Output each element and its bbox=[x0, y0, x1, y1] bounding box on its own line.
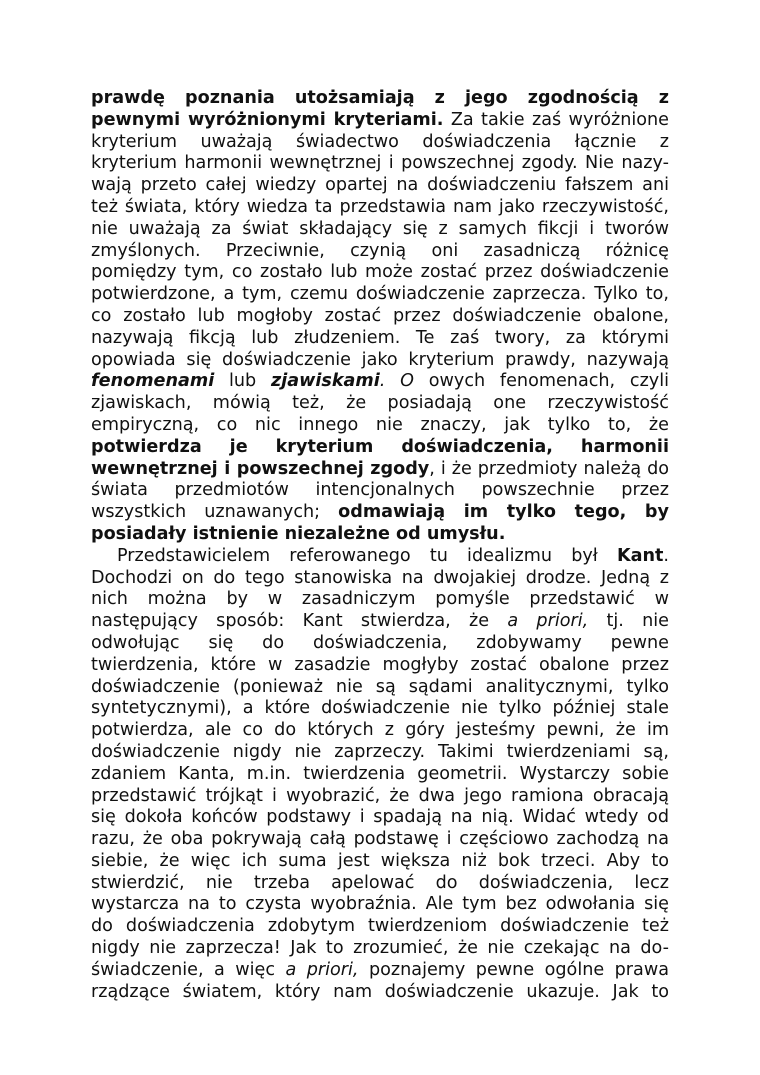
text-run: kryterium harmonii wewnętrznej i powszechnej zgody. Nie nazy- bbox=[91, 153, 669, 174]
emphasized-text: a priori, bbox=[285, 959, 359, 980]
text-run: świata przedmiotów intencjonalnych powszechnie przez bbox=[91, 480, 669, 501]
text-line bbox=[91, 88, 669, 110]
text-run: też świata, który wiedza ta przedstawia nam jako rzeczywistość, bbox=[91, 196, 669, 217]
text-run: świadczenie, a więc bbox=[91, 959, 286, 980]
text-line bbox=[91, 568, 669, 590]
text-line bbox=[91, 393, 669, 415]
text-line bbox=[91, 284, 669, 306]
text-run: Za takie zaś wyróżnione bbox=[443, 109, 669, 130]
text-line bbox=[91, 916, 669, 938]
text-run: nigdy nie zaprzecza! Jak to zrozumieć, że nie czekając na do- bbox=[91, 938, 669, 959]
text-line bbox=[91, 982, 669, 1004]
emphasized-text: fenomenami bbox=[91, 371, 215, 392]
text-line bbox=[91, 502, 669, 524]
text-line bbox=[91, 175, 669, 197]
emphasized-text: potwierdza je kryterium doświadczenia, harmonii bbox=[91, 436, 669, 457]
text-line bbox=[91, 459, 669, 481]
text-line bbox=[91, 786, 669, 808]
text-line bbox=[91, 655, 669, 677]
text-run: się dokoła końców podstawy i spadają na nią. Widać wtedy od bbox=[91, 807, 669, 828]
text-line bbox=[91, 894, 669, 916]
text-line bbox=[91, 546, 669, 568]
emphasized-text: odmawiają im tylko tego, by bbox=[338, 502, 669, 523]
text-run: wszystkich uznawanych; bbox=[91, 502, 339, 523]
text-line bbox=[91, 350, 669, 372]
text-line bbox=[91, 720, 669, 742]
text-line bbox=[91, 829, 669, 851]
text-line bbox=[91, 611, 669, 633]
document-text-body bbox=[91, 88, 669, 1003]
text-run: zdaniem Kanta, m.in. twierdzenia geometrii. Wystarczy sobie bbox=[91, 763, 669, 784]
text-run: . bbox=[663, 545, 669, 566]
text-line bbox=[91, 197, 669, 219]
text-run: nich można by w zasadniczym pomyśle przedstawić w bbox=[91, 589, 669, 610]
text-run: do doświadczenia zdobytym twierdzeniom doświadczenie też bbox=[91, 916, 669, 937]
text-line bbox=[91, 873, 669, 895]
text-run: stwierdzić, nie trzeba apelować do doświadczenia, lecz bbox=[91, 872, 669, 893]
text-line bbox=[91, 437, 669, 459]
text-line bbox=[91, 851, 669, 873]
text-line bbox=[91, 938, 669, 960]
emphasized-text: pewnymi wyróżnionymi kryteriami. bbox=[91, 109, 444, 130]
text-run: potwierdzone, a tym, czemu doświadczenie zaprzecza. Tylko to, bbox=[91, 284, 669, 305]
text-run: razu, że oba pokrywają całą podstawę i częściowo zachodzą na bbox=[91, 829, 669, 850]
text-line bbox=[91, 698, 669, 720]
text-run: nie uważają za świat składający się z samych fikcji i tworów bbox=[91, 218, 669, 239]
text-line bbox=[91, 219, 669, 241]
text-run: doświadczenie nigdy nie zaprzeczy. Takimi twierdzeniami są, bbox=[91, 741, 669, 762]
text-run: empiryczną, co nic innego nie znaczy, jak tylko to, że bbox=[91, 414, 669, 435]
text-run: następujący sposób: Kant stwierdza, że bbox=[91, 611, 508, 632]
emphasized-text: a priori, bbox=[507, 611, 589, 632]
emphasized-text: Kant bbox=[616, 545, 664, 566]
text-line bbox=[91, 742, 669, 764]
text-run: , i że przedmioty należą do bbox=[429, 458, 670, 479]
text-run: Dochodzi on do tego stanowiska na dwojakiej drodze. Jedną z bbox=[91, 567, 669, 588]
text-run: co zostało lub mogłoby zostać przez doświadczenie obalone, bbox=[91, 305, 669, 326]
text-line bbox=[91, 328, 669, 350]
text-run: odwołując się do doświadczenia, zdobywamy pewne bbox=[91, 632, 669, 653]
text-line bbox=[91, 764, 669, 786]
text-run: pomiędzy tym, co zostało lub może zostać przez doświadczenie bbox=[91, 262, 669, 283]
emphasized-text: O bbox=[400, 371, 415, 392]
text-line bbox=[91, 960, 669, 982]
text-line bbox=[91, 306, 669, 328]
document-page bbox=[91, 88, 669, 1003]
text-run: Przedstawicielem referowanego tu idealizmu był bbox=[117, 545, 617, 566]
text-run: opowiada się doświadczenie jako kryterium prawdy, nazywają bbox=[91, 349, 669, 370]
text-line bbox=[91, 415, 669, 437]
text-line bbox=[91, 153, 669, 175]
text-run: kryterium uważają świadectwo doświadczenia łącznie z bbox=[91, 131, 669, 152]
emphasized-text: . bbox=[379, 371, 401, 392]
text-run: potwierdza, ale co do których z góry jesteśmy pewni, że im bbox=[91, 720, 669, 741]
text-line bbox=[91, 371, 669, 393]
text-line bbox=[91, 589, 669, 611]
text-line bbox=[91, 633, 669, 655]
text-line bbox=[91, 677, 669, 699]
emphasized-text: prawdę poznania utożsamiają z jego zgodnością z bbox=[91, 88, 669, 108]
text-run: wystarcza na to czysta wyobraźnia. Ale tym bez odwołania się bbox=[91, 894, 669, 915]
text-line bbox=[91, 241, 669, 263]
text-run: lub bbox=[214, 371, 271, 392]
text-run: syntetycznymi), a które doświadczenie nie tylko później stale bbox=[91, 698, 669, 719]
text-run: zmyślonych. Przeciwnie, czynią oni zasadniczą różnicę bbox=[91, 240, 669, 261]
text-run: owych fenomenach, czyli bbox=[414, 371, 669, 392]
text-line bbox=[91, 480, 669, 502]
text-run: nazywają fikcją lub złudzeniem. Te zaś twory, za którymi bbox=[91, 327, 669, 348]
text-run: rządzące światem, który nam doświadczenie ukazuje. Jak to bbox=[91, 981, 669, 1002]
emphasized-text: zjawiskami bbox=[270, 371, 380, 392]
text-run: wają przeto całej wiedzy opartej na doświadczeniu fałszem ani bbox=[91, 175, 669, 196]
text-run: doświadczenie (ponieważ nie są sądami analitycznymi, tylko bbox=[91, 676, 669, 697]
emphasized-text: posiadały istnienie niezależne od umysłu. bbox=[91, 523, 506, 544]
emphasized-text: wewnętrznej i powszechnej zgody bbox=[91, 458, 430, 479]
text-run: przedstawić trójkąt i wyobrazić, że dwa jego ramiona obracają bbox=[91, 785, 669, 806]
text-run: twierdzenia, które w zasadzie mogłyby zostać obalone przez bbox=[91, 654, 669, 675]
text-run: tj. nie bbox=[588, 611, 669, 632]
text-run: poznajemy pewne ogólne prawa bbox=[358, 959, 669, 980]
text-line bbox=[91, 110, 669, 132]
text-line bbox=[91, 132, 669, 154]
text-run: siebie, że więc ich suma jest większa niż bok trzeci. Aby to bbox=[91, 850, 669, 871]
text-line bbox=[91, 807, 669, 829]
text-line bbox=[91, 262, 669, 284]
text-run: zjawiskach, mówią też, że posiadają one rzeczywistość bbox=[91, 393, 669, 414]
text-line bbox=[91, 524, 669, 546]
